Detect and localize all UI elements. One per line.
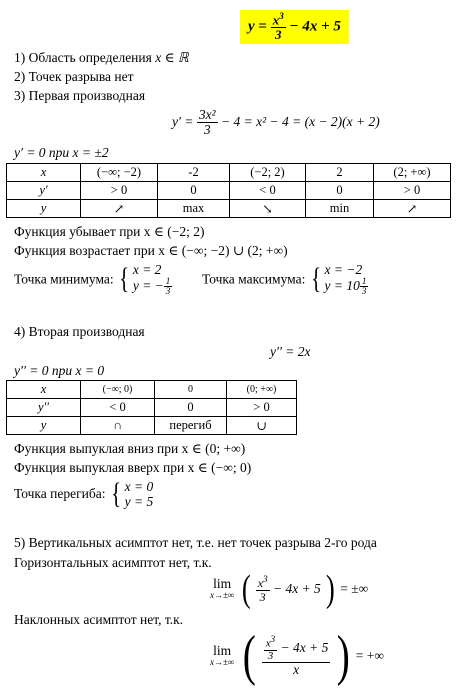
first-derivative-table xyxy=(6,163,451,218)
convex-up-interval: Функция выпуклая вверх при x ∈ (−∞; 0) xyxy=(14,460,252,475)
maximum-point: Точка максимума: { x = −2 y = 10 $\frac{1}{3}$ xyxy=(202,262,367,297)
function-title: y = $\frac{x^3}{3}$ − 4x + 5 xyxy=(240,10,349,44)
convex-down-interval: Функция выпуклая вниз при x ∈ (0; +∞) xyxy=(14,441,246,456)
section-first-derivative: 3) Первая производная xyxy=(14,88,146,103)
section-domain: 1) Область определения x ∈ ℝ xyxy=(14,50,189,65)
table-row: x (−∞; 0) 0 (0; +∞) xyxy=(7,381,297,399)
section-discontinuity: 2) Точек разрыва нет xyxy=(14,69,134,84)
horizontal-limit: lim x→±∞ ( $\frac{x^3}{3}$ − 4x + 5 ) = ±∞ xyxy=(210,568,369,610)
inflection-point: Точка перегиба: { x = 0 y = 5 xyxy=(14,477,154,510)
table-row: x (−∞; −2) -2 (−2; 2) 2 (2; +∞) xyxy=(7,164,451,182)
table-row: y′′ < 0 0 > 0 xyxy=(7,399,297,417)
horizontal-asymptotes: Горизонтальных асимптот нет, т.к. xyxy=(14,555,212,570)
table-row: y ∩ перегиб ∪ xyxy=(7,417,297,435)
inflection-condition: y′′ = 0 при x = 0 xyxy=(14,363,105,378)
increasing-interval: Функция возрастает при x ∈ (−∞; −2) ∪ (2; +∞) xyxy=(14,243,288,258)
section-second-derivative: 4) Вторая производная xyxy=(14,324,145,339)
vertical-asymptotes: 5) Вертикальных асимптот нет, т.е. нет точек разрыва 2-го рода xyxy=(14,535,377,550)
oblique-limit: lim x→±∞ ( $\frac{x^3}{3}$ − 4x + 5 x ) = +∞ xyxy=(210,625,385,687)
first-derivative-formula: y′ = $\frac{\text{3x²}}{3}$ − 4 = x² − 4 = (x − 2)(x + 2) xyxy=(172,107,380,138)
minimum-point: Точка минимума: { x = 2 y = − $\frac{1}{3}$ xyxy=(14,262,171,297)
oblique-asymptotes: Наклонных асимптот нет, т.к. xyxy=(14,612,184,627)
table-row: y ↗ max ↘ min ↗ xyxy=(7,200,451,218)
table-row: y′ > 0 0 < 0 0 > 0 xyxy=(7,182,451,200)
critical-points: y′ = 0 при x = ±2 xyxy=(14,145,109,160)
second-derivative-formula: y′′ = 2x xyxy=(270,344,311,359)
decreasing-interval: Функция убывает при x ∈ (−2; 2) xyxy=(14,224,205,239)
second-derivative-table xyxy=(6,380,297,435)
